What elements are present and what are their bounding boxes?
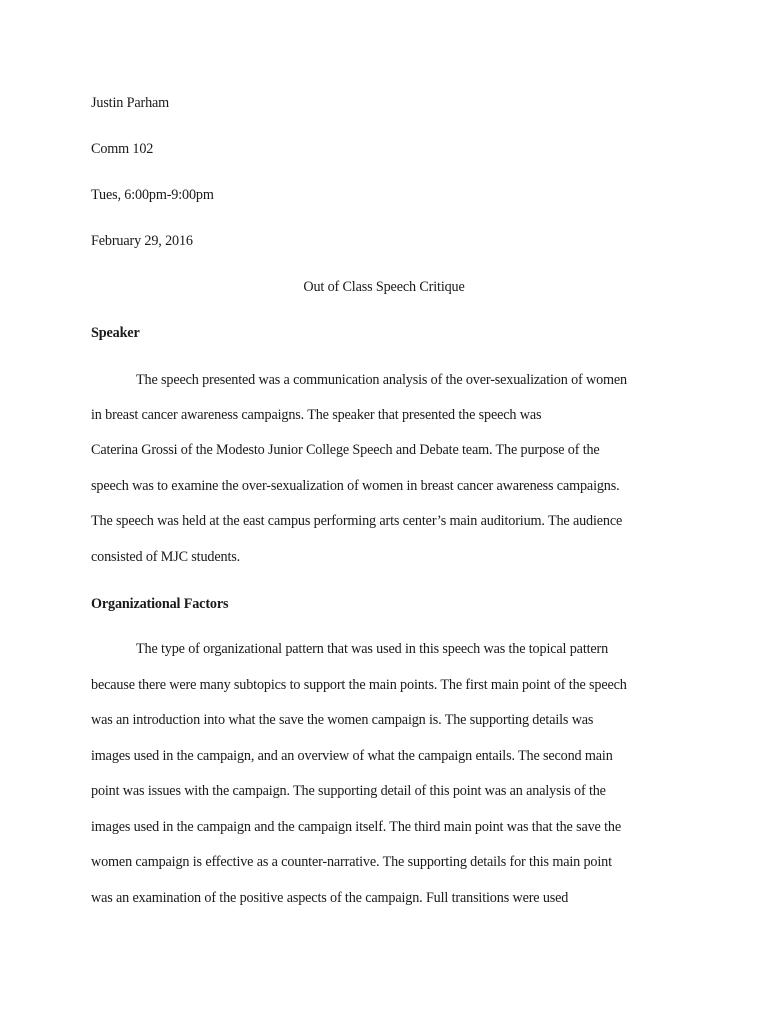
paragraph-line: in breast cancer awareness campaigns. The speaker that presented the speech was [91, 407, 542, 423]
paragraph-line: The speech presented was a communication analysis of the over-sexualization of women [136, 372, 627, 388]
paragraph-line: The type of organizational pattern that was used in this speech was the topical pattern [136, 641, 609, 657]
paragraph-line: Caterina Grossi of the Modesto Junior College Speech and Debate team. The purpose of the [91, 442, 600, 458]
class-schedule: Tues, 6:00pm-9:00pm [91, 187, 214, 203]
paragraph-line: consisted of MJC students. [91, 549, 241, 565]
course-name: Comm 102 [91, 141, 154, 157]
paragraph-line: was an introduction into what the save the women campaign is. The supporting details was [91, 712, 594, 728]
section-heading-speaker: Speaker [91, 325, 140, 341]
paragraph-line: images used in the campaign and the campaign itself. The third main point was that the save the [91, 819, 621, 835]
paragraph-line: because there were many subtopics to support the main points. The first main point of the speech [91, 677, 627, 693]
section-heading-organizational-factors: Organizational Factors [91, 596, 229, 612]
author-name: Justin Parham [91, 95, 170, 111]
paragraph-line: point was issues with the campaign. The supporting detail of this point was an analysis of the [91, 783, 606, 799]
document-date: February 29, 2016 [91, 233, 193, 249]
paragraph-line: was an examination of the positive aspects of the campaign. Full transitions were used [91, 890, 569, 906]
paragraph-line: The speech was held at the east campus performing arts center’s main auditorium. The audience [91, 513, 623, 529]
paragraph-line: women campaign is effective as a counter-narrative. The supporting details for this main point [91, 854, 612, 870]
paragraph-line: images used in the campaign, and an overview of what the campaign entails. The second main [91, 748, 613, 764]
paragraph-line: speech was to examine the over-sexualization of women in breast cancer awareness campaigns. [91, 478, 620, 494]
document-title: Out of Class Speech Critique [303, 279, 465, 295]
